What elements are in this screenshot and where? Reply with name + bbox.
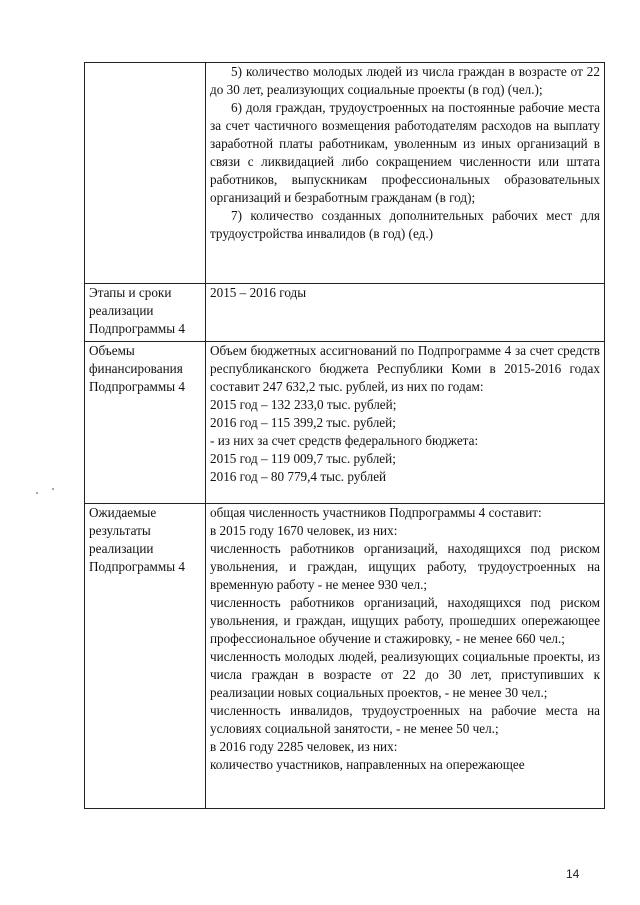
table-row: [85, 284, 605, 342]
financing-label: Объемы финансирования Подпрограммы 4: [85, 342, 206, 504]
row-label-empty: [85, 63, 206, 284]
results-2015: в 2015 году 1670 человек, из них:: [210, 523, 398, 538]
financing-2016: 2016 год – 115 399,2 тыс. рублей;: [210, 415, 396, 430]
financing-total: Объем бюджетных ассигнований по Подпрограмме 4 за счет средств республиканского бюджета Республики Коми в 2015-2016 годах составит 247 632,2 тыс. рублей, из них по годам:: [210, 343, 600, 394]
results-2016: в 2016 году 2285 человек, из них:: [210, 739, 398, 754]
results-label: Ожидаемые результаты реализации Подпрограммы 4: [85, 504, 206, 809]
federal-2015: 2015 год – 119 009,7 тыс. рублей;: [210, 451, 396, 466]
results-participants: количество участников, направленных на опережающее: [210, 757, 525, 772]
results-cell: [206, 504, 605, 809]
indicator-7: 7) количество созданных дополнительных рабочих мест для трудоустройства инвалидов (в год) (ед.): [210, 208, 600, 241]
financing-2015: 2015 год – 132 233,0 тыс. рублей;: [210, 397, 397, 412]
results-training: численность работников организаций, находящихся под риском увольнения, и граждан, ищущих работу, прошедших опережающее профессиональное обучение и стажировку, - не менее 660 чел.;: [210, 595, 600, 646]
results-total: общая численность участников Подпрограммы 4 составит:: [210, 505, 542, 520]
table-row: [85, 342, 605, 504]
table-row: [85, 504, 605, 809]
federal-heading: - из них за счет средств федерального бюджета:: [210, 433, 479, 448]
results-temp-work: численность работников организаций, находящихся под риском увольнения, и граждан, ищущих работу, трудоустроенных на временную работу - не менее 930 чел.;: [210, 541, 600, 592]
indicator-5: 5) количество молодых людей из числа граждан в возрасте от 22 до 30 лет, реализующих социальные проекты (в год) (чел.);: [210, 64, 600, 97]
stages-value: 2015 – 2016 годы: [206, 284, 605, 342]
scan-speck: [36, 492, 38, 494]
indicators-cell: [206, 63, 605, 284]
scan-speck: [52, 488, 54, 490]
subprogram-passport-table: [84, 62, 605, 809]
table-row: [85, 63, 605, 284]
federal-2016: 2016 год – 80 779,4 тыс. рублей: [210, 469, 387, 484]
page-number: 14: [566, 867, 580, 881]
stages-label: Этапы и сроки реализации Подпрограммы 4: [85, 284, 206, 342]
indicator-6: 6) доля граждан, трудоустроенных на постоянные рабочие места за счет частичного возмещения работодателям расходов на выплату заработной платы работникам, уволенным из иных организаций в связи с ликвидацией либо сокращением численности или штата работников, выпускникам профессиональных образовательных организаций и безработным гражданам (в год);: [210, 100, 600, 205]
results-youth: численность молодых людей, реализующих социальные проекты, из числа граждан в возрасте от 22 до 30 лет, приступивших к реализации новых социальных проектов, - не менее 30 чел.;: [210, 649, 600, 700]
financing-cell: [206, 342, 605, 504]
results-disabled: численность инвалидов, трудоустроенных на рабочие места на условиях социальной занятости, - не менее 50 чел.;: [210, 703, 600, 736]
